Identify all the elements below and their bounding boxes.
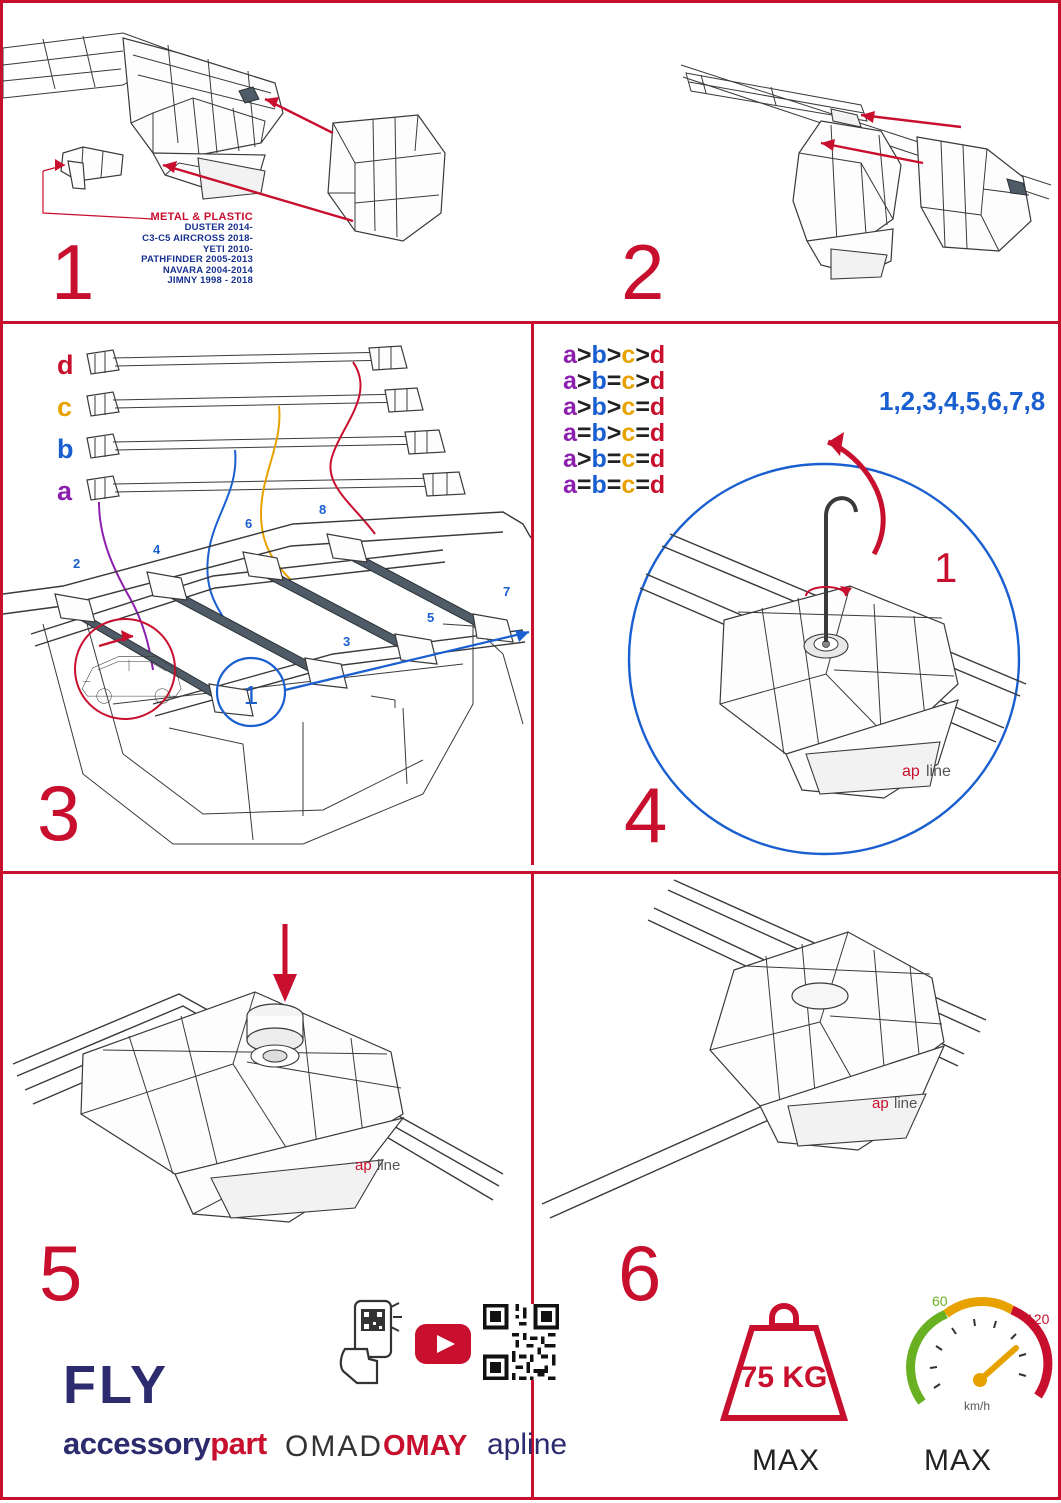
omay-logo: OMAY [383, 1430, 468, 1462]
tightening-sequence: 1,2,3,4,5,6,7,8 [879, 386, 1046, 416]
bar-label-d: d [57, 350, 74, 380]
compatibility-list [13, 211, 253, 287]
screw-label-6: 6 [245, 516, 253, 531]
weight-value: 75 KG [740, 1361, 828, 1394]
screw-label-7: 7 [503, 584, 511, 599]
weight-max-label: MAX [752, 1444, 821, 1477]
step-number-6: 6 [618, 1229, 662, 1317]
phone-scan-icon [333, 1299, 407, 1385]
vehicle-2: YETI 2010- [202, 243, 253, 255]
part-word: part [210, 1426, 267, 1461]
step-number-2: 2 [621, 228, 665, 316]
screw-label-4: 4 [153, 542, 161, 557]
step-number-4: 4 [624, 771, 668, 859]
panel-step-6 [534, 874, 1061, 1503]
youtube-icon[interactable] [415, 1324, 471, 1364]
svg-text:ap: ap [902, 763, 920, 780]
svg-text:line: line [926, 763, 951, 780]
bar-label-c: c [57, 392, 73, 422]
vehicle-1: C3-C5 AIRCROSS 2018- [142, 232, 253, 244]
svg-text:ap: ap [872, 1095, 889, 1112]
svg-text:ap: ap [355, 1157, 372, 1174]
step-number-1: 1 [51, 228, 95, 316]
bar-label-b: b [57, 434, 74, 464]
step3-illustration [3, 324, 531, 871]
panel-step-3 [3, 324, 531, 871]
gauge-max-label: 120 [1026, 1311, 1050, 1327]
apline-logo: apline [487, 1428, 568, 1461]
gauge-min-label: 60 [932, 1293, 948, 1309]
screw-label-8: 8 [319, 502, 327, 517]
speed-limit-icon [904, 1284, 1061, 1434]
fly-logo: FLY [63, 1355, 170, 1415]
gauge-unit-label: km/h [964, 1399, 991, 1413]
step-number-3: 3 [37, 769, 81, 857]
omad-logo: OMAD [285, 1430, 383, 1463]
panel-step-5 [3, 874, 568, 1503]
step5-illustration [3, 874, 531, 1274]
svg-text:1: 1 [243, 680, 259, 710]
vehicle-0: DUSTER 2014- [184, 222, 253, 234]
svg-text:line: line [894, 1095, 918, 1112]
step-number-5: 5 [39, 1229, 83, 1317]
screw-label-3: 3 [343, 634, 351, 649]
vehicle-4: NAVARA 2004-2014 [162, 264, 253, 276]
accessorypart-logo [63, 1426, 267, 1462]
step2-illustration [531, 3, 1061, 321]
panel-step-1 [3, 3, 531, 321]
weight-limit-icon [694, 1292, 874, 1432]
vehicle-5: JIMNY 1998 - 2018 [167, 275, 253, 287]
accessory-word: accessory [63, 1426, 211, 1461]
step4-callout-number: 1 [934, 544, 958, 591]
panel-step-4 [534, 324, 1061, 871]
vehicle-3: PATHFINDER 2005-2013 [141, 254, 253, 266]
material-header: METAL & PLASTIC [150, 211, 253, 223]
svg-text:line: line [377, 1157, 401, 1174]
inequality-list: a>b>c>d a>b=c>d a>b>c=d a=b>c=d a>b=c=d a=b=c=d [563, 341, 666, 499]
step6-illustration [534, 874, 1061, 1274]
speed-max-label: MAX [924, 1444, 993, 1477]
panel-step-2 [531, 3, 1061, 321]
bar-label-a: a [57, 476, 73, 506]
screw-label-5: 5 [427, 610, 435, 625]
screw-label-2: 2 [73, 556, 81, 571]
